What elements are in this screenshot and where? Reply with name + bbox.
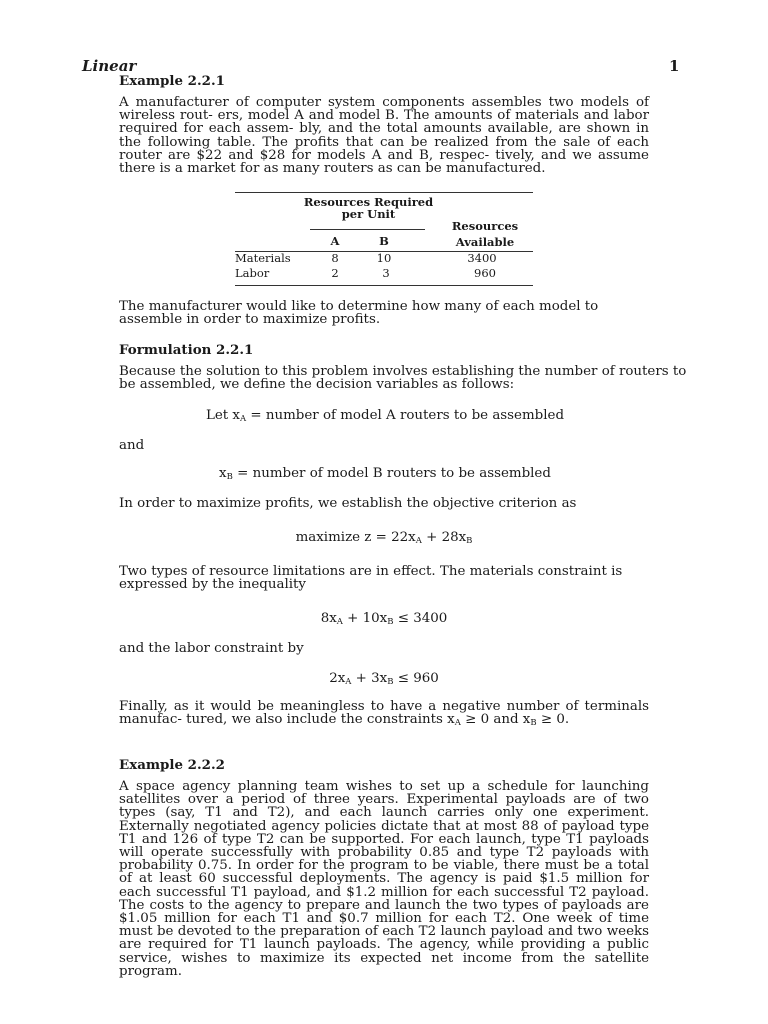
example-2-2-1-closing: The manufacturer would like to determine how many of each model to assemble in order to maximize profits. xyxy=(119,299,599,328)
labor-constraint: $2x_A + 3x_B \le 960$ xyxy=(329,671,439,687)
running-header-title: Linear xyxy=(82,57,137,75)
table-row-materials-b: 10 xyxy=(376,251,392,265)
labor-intro: and the labor constraint by xyxy=(119,641,304,656)
objective-intro: In order to maximize profits, we establish the objective criterion as xyxy=(119,496,577,511)
table-row-labor-label: Labor xyxy=(235,266,270,280)
table-row-materials-available: 3400 xyxy=(467,251,497,265)
example-2-2-1-title: Example 2.2.1 xyxy=(119,73,225,89)
formulation-2-2-1-title: Formulation 2.2.1 xyxy=(119,342,254,358)
resources-table xyxy=(235,192,533,287)
table-col-available: Resources Available xyxy=(451,219,519,249)
limits-text: Two types of resource limitations are in effect. The materials constraint is expressed by the inequality xyxy=(119,564,623,593)
table-row-materials-a: 8 xyxy=(331,251,339,265)
table-row-materials-label: Materials xyxy=(235,251,291,265)
table-group-header: Resources Required per Unit xyxy=(303,195,434,221)
table-row-labor-available: 960 xyxy=(474,266,496,280)
table-row-labor-a: 2 xyxy=(331,266,339,280)
example-2-2-1-paragraph: A manufacturer of computer system components assembles two models of wireless rout- ers, model A and model B. The amounts of materials and labor required for each assem- bly, and the total amounts available, are shown in the following table. The profits that can be realized from the sale of each router are $22 and $28 for models A and B, respec- tively, and we assume there is a market for as many routers as can be manufactured. xyxy=(119,95,649,177)
definition-xa: Let $x_A$ = number of model A routers to be assembled xyxy=(205,408,565,424)
objective-function: maximize $z = 22x_A + 28x_B$ xyxy=(295,530,473,546)
table-col-b: B xyxy=(379,234,389,248)
formulation-intro: Because the solution to this problem involves establishing the number of routers to be assembled, we define the decision variables as follows: xyxy=(119,364,687,393)
page-number: 1 xyxy=(669,57,680,75)
table-row-labor-b: 3 xyxy=(382,266,390,280)
example-2-2-2-title: Example 2.2.2 xyxy=(119,757,225,773)
materials-constraint: $8x_A + 10x_B \le 3400$ xyxy=(320,611,448,627)
definition-xb: $x_B$ = number of model B routers to be assembled xyxy=(219,466,551,482)
example-2-2-2-paragraph: A space agency planning team wishes to set up a schedule for launching satellites over a period of three years. Experimental payloads are of two types (say, T1 and T2), and each launch carries only one experiment. Externally negotiated agency policies dictate that at most 88 of payload type T1 and 126 of type T2 can be supported. For each launch, type T1 payloads will operate successfully with probability 0.85 and type T2 payloads with probability 0.75. In order for the program to be viable, there must be a total of at least 60 successful deployments. The agency is paid $1.5 million for each successful T1 payload, and $1.2 million for each successful T2 payload. The costs to the agency to prepare and launch the two types of payloads are $1.05 million for each T1 and $0.7 million for each T2. One week of time must be devoted to the preparation of each T2 launch payload and two weeks are required for T1 launch payloads. The agency, while providing a public service, wishes to maximize its expected net income from the satellite program. xyxy=(119,779,649,979)
nonnegativity-text: Finally, as it would be meaningless to have a negative number of terminals manufac- tured, we also include the constraints $x_A \ge 0$ and $x_B \ge 0$. xyxy=(119,699,649,729)
and-word: and xyxy=(119,438,145,453)
table-col-a: A xyxy=(330,234,340,248)
